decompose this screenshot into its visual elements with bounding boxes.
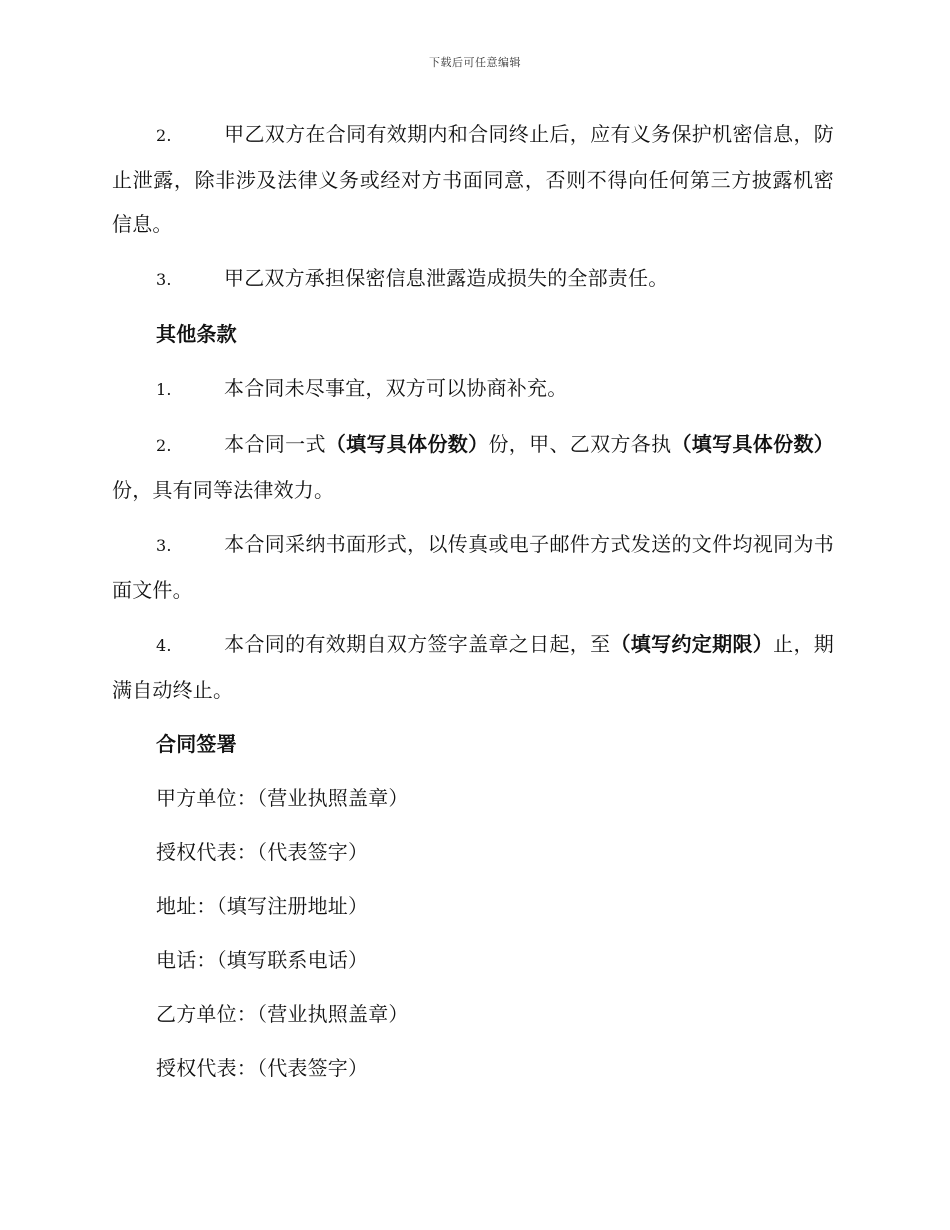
signing-line-address: 地址：（填写注册地址）: [156, 894, 369, 918]
clause-text: 本合同一式: [224, 432, 326, 456]
other-terms-clause-4: [112, 622, 834, 712]
signing-line-party-a-representative: 授权代表：（代表签字）: [156, 840, 369, 864]
clause-number: 3.: [156, 270, 172, 289]
clause-text: 止，期满自动终止。: [112, 632, 834, 702]
other-terms-clause-2: [112, 422, 834, 512]
signing-line-party-b-unit: 乙方单位：（营业执照盖章）: [156, 1002, 409, 1026]
fill-in-copies: （填写具体份数）: [671, 432, 834, 456]
confidentiality-clause-2: [112, 112, 834, 246]
signing-line-phone: 电话：（填写联系电话）: [156, 948, 369, 972]
clause-text: 甲乙双方承担保密信息泄露造成损失的全部责任。: [224, 266, 669, 290]
clause-text: 份，甲、乙双方各执: [488, 432, 672, 456]
clause-number: 1.: [156, 380, 172, 399]
signing-heading: 合同签署: [156, 732, 237, 756]
fill-in-term: （填写约定期限）: [610, 632, 774, 656]
confidentiality-clause-3: [112, 256, 834, 302]
clause-number: 4.: [156, 636, 172, 655]
clause-number: 2.: [156, 436, 172, 455]
other-terms-clause-1: [112, 366, 834, 412]
clause-text: 本合同未尽事宜，双方可以协商补充。: [224, 376, 568, 400]
signing-line-party-a-unit: 甲方单位：（营业执照盖章）: [156, 786, 409, 810]
clause-text: 本合同的有效期自双方签字盖章之日起，至: [224, 632, 611, 656]
clause-text: 份，具有同等法律效力。: [112, 478, 335, 502]
clause-number: 2.: [156, 126, 172, 145]
page-header: 下载后可任意编辑: [429, 56, 521, 69]
document-body: [112, 112, 834, 1100]
clause-text: 甲乙双方在合同有效期内和合同终止后，应有义务保护机密信息，防止泄露，除非涉及法律义务或经对方书面同意，否则不得向任何第三方披露机密信息。: [112, 122, 834, 236]
other-terms-heading: 其他条款: [156, 322, 237, 346]
other-terms-clause-3: [112, 522, 834, 612]
signing-line-party-b-representative: 授权代表：（代表签字）: [156, 1056, 369, 1080]
clause-number: 3.: [156, 536, 172, 555]
fill-in-copies: （填写具体份数）: [325, 432, 489, 456]
clause-text: 本合同采纳书面形式，以传真或电子邮件方式发送的文件均视同为书面文件。: [112, 532, 834, 602]
